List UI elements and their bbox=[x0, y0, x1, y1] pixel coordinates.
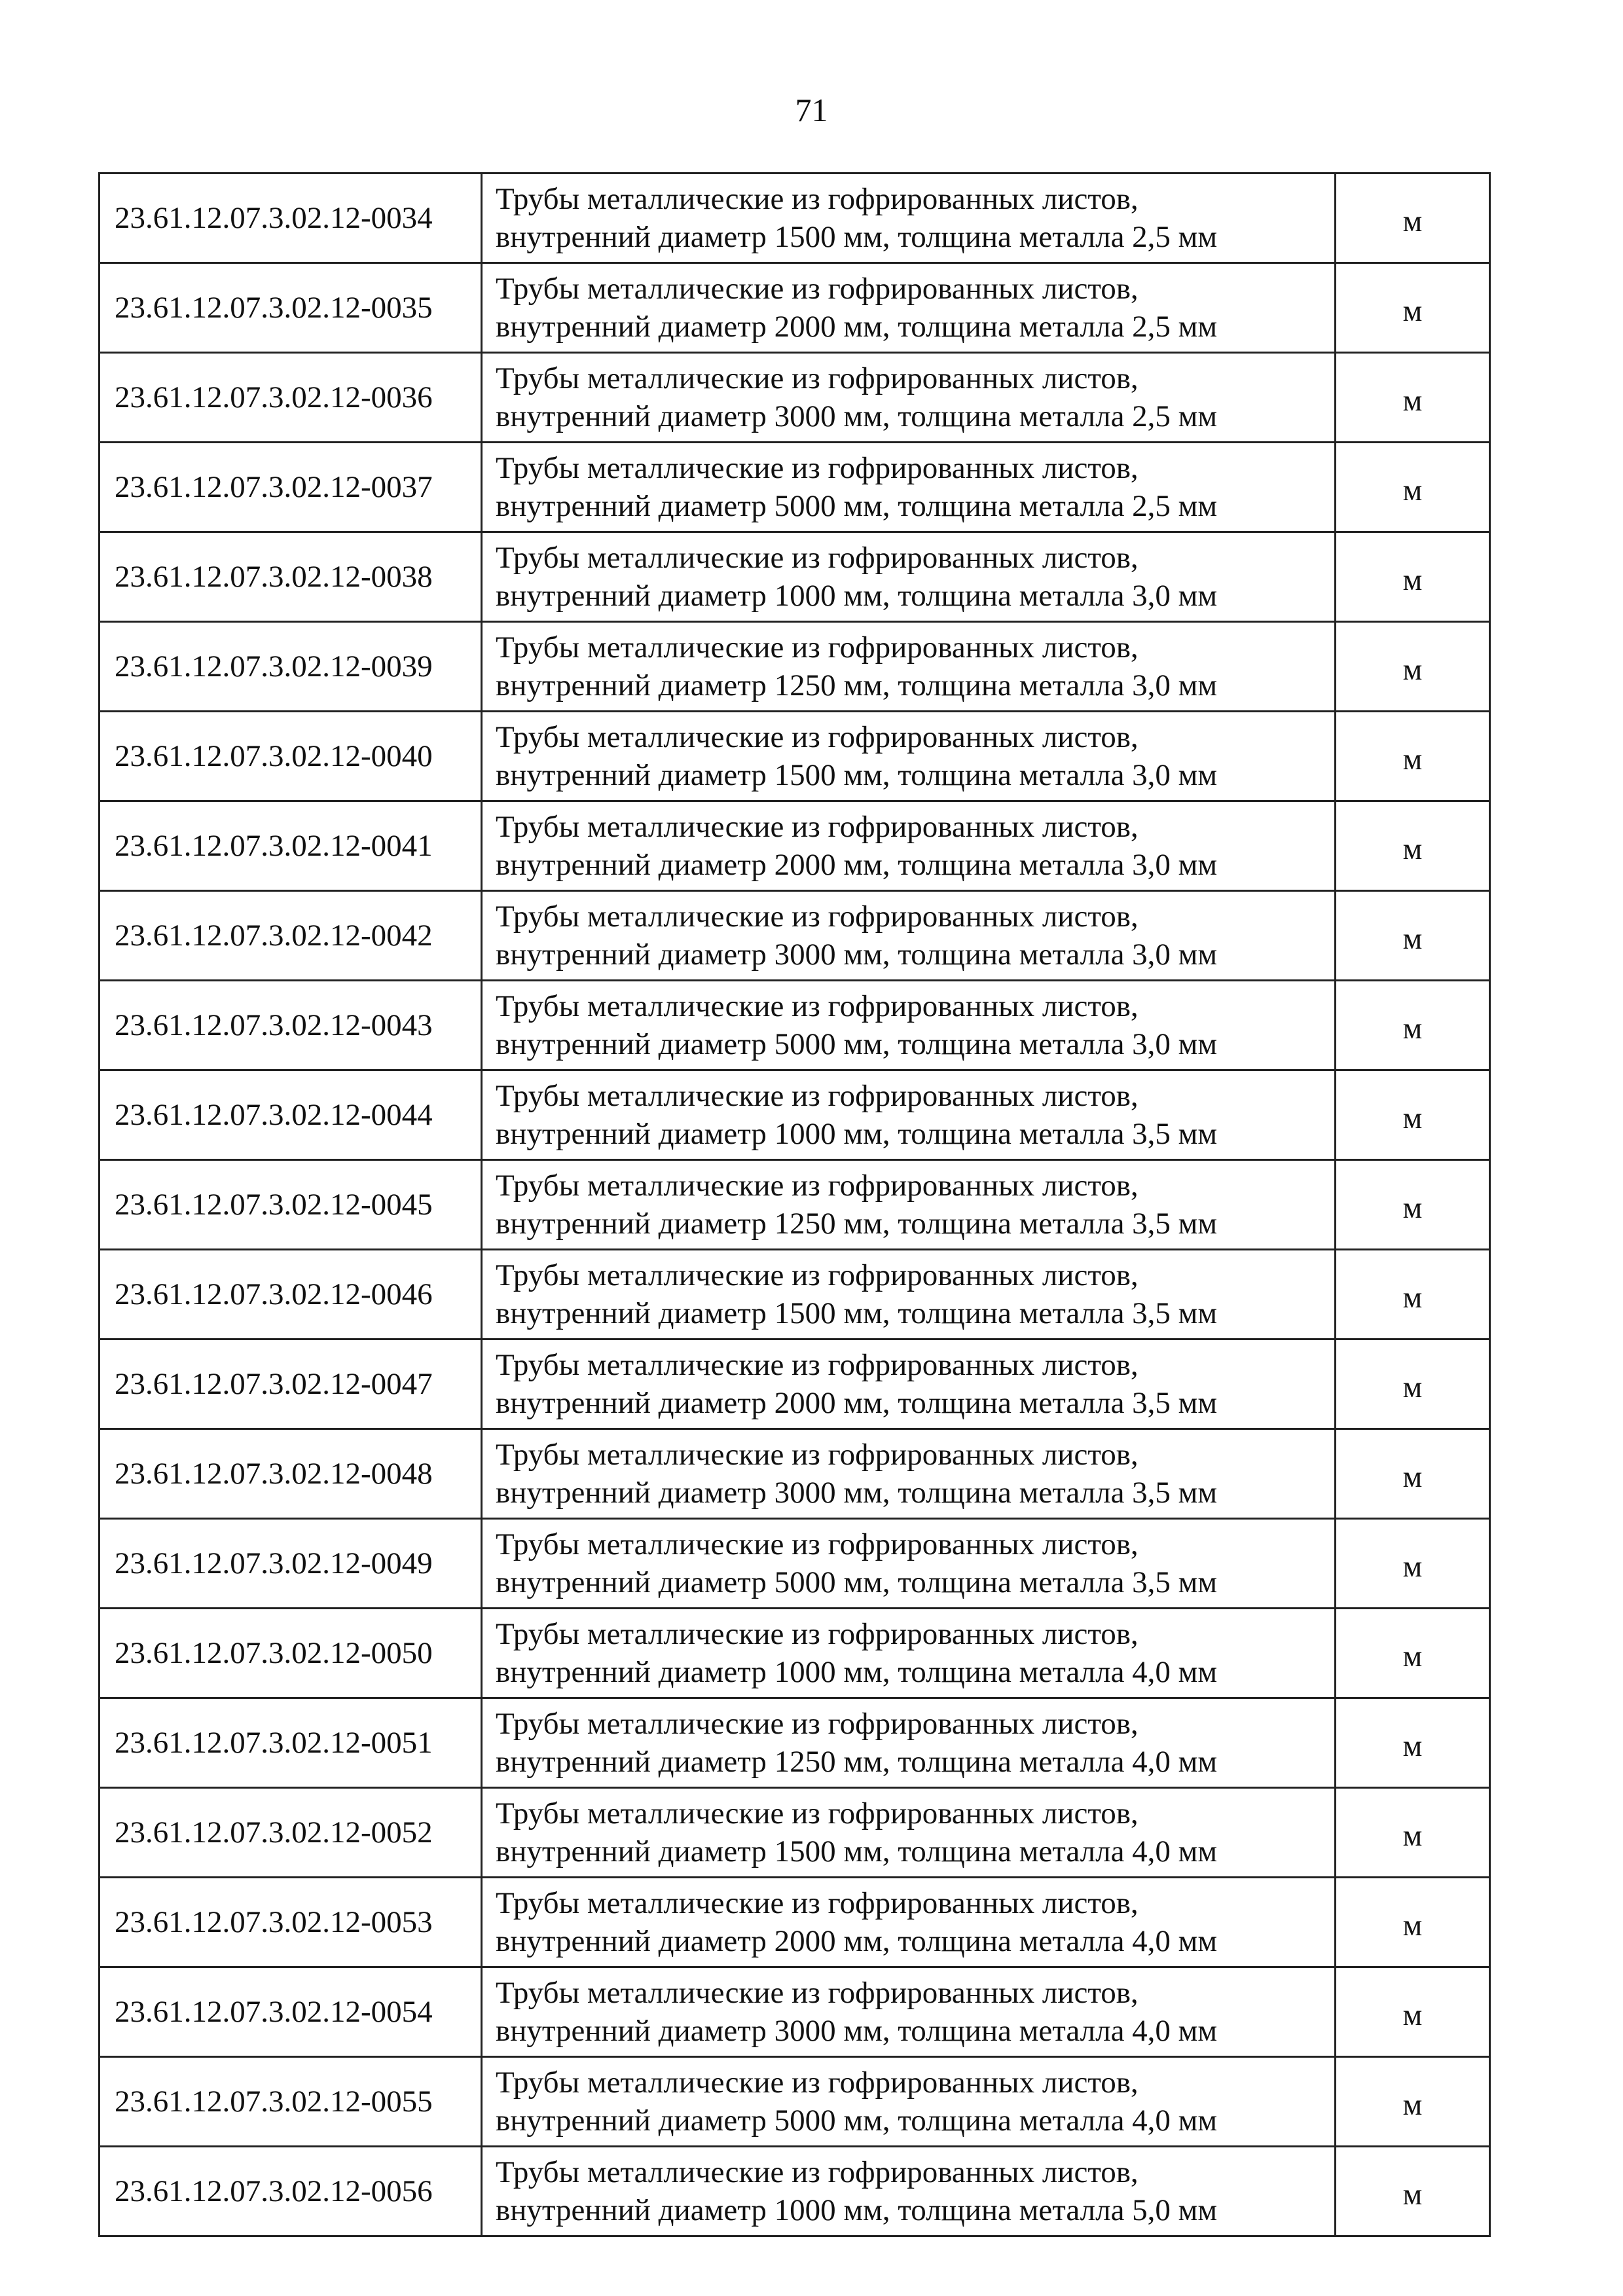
resource-name-line2: внутренний диаметр 5000 мм, толщина металла 2,5 мм bbox=[496, 489, 1218, 523]
unit-of-measure: м bbox=[1336, 1070, 1490, 1160]
table-row bbox=[100, 1609, 1490, 1698]
resource-name-line2: внутренний диаметр 5000 мм, толщина металла 3,0 мм bbox=[496, 1027, 1218, 1061]
resource-code: 23.61.12.07.3.02.12-0036 bbox=[100, 353, 482, 443]
resource-name bbox=[482, 801, 1336, 891]
resource-name-line2: внутренний диаметр 1500 мм, толщина металла 3,5 мм bbox=[496, 1296, 1218, 1330]
unit-of-measure: м bbox=[1336, 353, 1490, 443]
unit-of-measure: м bbox=[1336, 443, 1490, 532]
resource-name bbox=[482, 443, 1336, 532]
resource-name-line1: Трубы металлические из гофрированных листов, bbox=[496, 272, 1139, 306]
resource-name-line2: внутренний диаметр 3000 мм, толщина металла 2,5 мм bbox=[496, 399, 1218, 433]
resource-code: 23.61.12.07.3.02.12-0037 bbox=[100, 443, 482, 532]
resource-code: 23.61.12.07.3.02.12-0050 bbox=[100, 1609, 482, 1698]
resource-name-line2: внутренний диаметр 3000 мм, толщина металла 3,5 мм bbox=[496, 1476, 1218, 1510]
unit-of-measure: м bbox=[1336, 981, 1490, 1070]
resource-name bbox=[482, 622, 1336, 712]
resource-name bbox=[482, 712, 1336, 801]
resource-name-line1: Трубы металлические из гофрированных листов, bbox=[496, 630, 1139, 665]
resource-name-line1: Трубы металлические из гофрированных листов, bbox=[496, 1438, 1139, 1472]
table-row bbox=[100, 1250, 1490, 1339]
resource-name bbox=[482, 1698, 1336, 1788]
resource-code: 23.61.12.07.3.02.12-0044 bbox=[100, 1070, 482, 1160]
resource-name-line1: Трубы металлические из гофрированных листов, bbox=[496, 2155, 1139, 2189]
resource-name-line1: Трубы металлические из гофрированных листов, bbox=[496, 1527, 1139, 1561]
resource-name bbox=[482, 532, 1336, 622]
resource-name-line2: внутренний диаметр 5000 мм, толщина металла 4,0 мм bbox=[496, 2104, 1218, 2138]
resource-name-line2: внутренний диаметр 2000 мм, толщина металла 2,5 мм bbox=[496, 310, 1218, 344]
resource-name-line1: Трубы металлические из гофрированных листов, bbox=[496, 1707, 1139, 1741]
resource-name bbox=[482, 1967, 1336, 2057]
page-number: 71 bbox=[795, 92, 828, 128]
unit-of-measure: м bbox=[1336, 1698, 1490, 1788]
resource-name bbox=[482, 1788, 1336, 1878]
resource-name-line1: Трубы металлические из гофрированных листов, bbox=[496, 361, 1139, 395]
resource-name-line1: Трубы металлические из гофрированных листов, bbox=[496, 720, 1139, 754]
unit-of-measure: м bbox=[1336, 622, 1490, 712]
resource-name-line1: Трубы металлические из гофрированных листов, bbox=[496, 1079, 1139, 1113]
table-row bbox=[100, 1339, 1490, 1429]
table-row bbox=[100, 981, 1490, 1070]
resource-name-line1: Трубы металлические из гофрированных листов, bbox=[496, 810, 1139, 844]
resource-name bbox=[482, 2057, 1336, 2147]
resource-code: 23.61.12.07.3.02.12-0047 bbox=[100, 1339, 482, 1429]
unit-of-measure: м bbox=[1336, 801, 1490, 891]
resource-code: 23.61.12.07.3.02.12-0045 bbox=[100, 1160, 482, 1250]
unit-of-measure: м bbox=[1336, 1967, 1490, 2057]
resource-code: 23.61.12.07.3.02.12-0035 bbox=[100, 263, 482, 353]
table-row bbox=[100, 801, 1490, 891]
resource-name bbox=[482, 263, 1336, 353]
resource-name bbox=[482, 1160, 1336, 1250]
table-row bbox=[100, 353, 1490, 443]
table-row bbox=[100, 1160, 1490, 1250]
unit-of-measure: м bbox=[1336, 712, 1490, 801]
resource-name-line2: внутренний диаметр 2000 мм, толщина металла 4,0 мм bbox=[496, 1924, 1218, 1958]
resource-name-line2: внутренний диаметр 1000 мм, толщина металла 5,0 мм bbox=[496, 2193, 1218, 2227]
table-row bbox=[100, 2057, 1490, 2147]
table-row bbox=[100, 263, 1490, 353]
resource-code: 23.61.12.07.3.02.12-0049 bbox=[100, 1519, 482, 1609]
resource-name-line1: Трубы металлические из гофрированных листов, bbox=[496, 989, 1139, 1023]
resource-name-line1: Трубы металлические из гофрированных листов, bbox=[496, 1169, 1139, 1203]
unit-of-measure: м bbox=[1336, 1339, 1490, 1429]
resource-name-line2: внутренний диаметр 3000 мм, толщина металла 4,0 мм bbox=[496, 2014, 1218, 2048]
resource-name-line2: внутренний диаметр 1500 мм, толщина металла 4,0 мм bbox=[496, 1834, 1218, 1868]
table-row bbox=[100, 1788, 1490, 1878]
unit-of-measure: м bbox=[1336, 532, 1490, 622]
table-row bbox=[100, 1519, 1490, 1609]
unit-of-measure: м bbox=[1336, 1609, 1490, 1698]
unit-of-measure: м bbox=[1336, 2057, 1490, 2147]
resource-name-line2: внутренний диаметр 1000 мм, толщина металла 4,0 мм bbox=[496, 1655, 1218, 1689]
table-row bbox=[100, 622, 1490, 712]
table-body bbox=[100, 173, 1490, 2236]
resource-name-line2: внутренний диаметр 1250 мм, толщина металла 3,5 мм bbox=[496, 1207, 1218, 1241]
resource-code: 23.61.12.07.3.02.12-0055 bbox=[100, 2057, 482, 2147]
resource-name-line2: внутренний диаметр 3000 мм, толщина металла 3,0 мм bbox=[496, 938, 1218, 972]
unit-of-measure: м bbox=[1336, 1878, 1490, 1967]
resource-name-line2: внутренний диаметр 1500 мм, толщина металла 3,0 мм bbox=[496, 758, 1218, 792]
resource-name-line1: Трубы металлические из гофрированных листов, bbox=[496, 1886, 1139, 1920]
resource-code: 23.61.12.07.3.02.12-0038 bbox=[100, 532, 482, 622]
resource-name-line1: Трубы металлические из гофрированных листов, bbox=[496, 1617, 1139, 1651]
resource-name-line1: Трубы металлические из гофрированных листов, bbox=[496, 2066, 1139, 2100]
resource-code: 23.61.12.07.3.02.12-0051 bbox=[100, 1698, 482, 1788]
resource-name bbox=[482, 1070, 1336, 1160]
table-row bbox=[100, 2147, 1490, 2236]
resource-name bbox=[482, 1339, 1336, 1429]
resource-name bbox=[482, 173, 1336, 263]
resource-name-line2: внутренний диаметр 5000 мм, толщина металла 3,5 мм bbox=[496, 1565, 1218, 1599]
resource-code: 23.61.12.07.3.02.12-0034 bbox=[100, 173, 482, 263]
resource-code: 23.61.12.07.3.02.12-0040 bbox=[100, 712, 482, 801]
unit-of-measure: м bbox=[1336, 891, 1490, 981]
unit-of-measure: м bbox=[1336, 1429, 1490, 1519]
resource-name-line2: внутренний диаметр 2000 мм, толщина металла 3,5 мм bbox=[496, 1386, 1218, 1420]
resource-code: 23.61.12.07.3.02.12-0039 bbox=[100, 622, 482, 712]
resource-code: 23.61.12.07.3.02.12-0048 bbox=[100, 1429, 482, 1519]
resource-name bbox=[482, 1878, 1336, 1967]
resource-name bbox=[482, 2147, 1336, 2236]
table-row bbox=[100, 1967, 1490, 2057]
resource-name-line2: внутренний диаметр 1000 мм, толщина металла 3,5 мм bbox=[496, 1117, 1218, 1151]
resource-name-line2: внутренний диаметр 2000 мм, толщина металла 3,0 мм bbox=[496, 848, 1218, 882]
unit-of-measure: м bbox=[1336, 2147, 1490, 2236]
resource-name-line1: Трубы металлические из гофрированных листов, bbox=[496, 1258, 1139, 1292]
resource-name bbox=[482, 1609, 1336, 1698]
resource-name bbox=[482, 353, 1336, 443]
table-row bbox=[100, 891, 1490, 981]
resource-code: 23.61.12.07.3.02.12-0052 bbox=[100, 1788, 482, 1878]
resource-name-line2: внутренний диаметр 1500 мм, толщина металла 2,5 мм bbox=[496, 220, 1218, 254]
resource-name bbox=[482, 1519, 1336, 1609]
resource-code: 23.61.12.07.3.02.12-0046 bbox=[100, 1250, 482, 1339]
unit-of-measure: м bbox=[1336, 1519, 1490, 1609]
resource-name-line2: внутренний диаметр 1000 мм, толщина металла 3,0 мм bbox=[496, 579, 1218, 613]
unit-of-measure: м bbox=[1336, 173, 1490, 263]
resource-name-line1: Трубы металлические из гофрированных листов, bbox=[496, 451, 1139, 485]
table-row bbox=[100, 1070, 1490, 1160]
table-row bbox=[100, 443, 1490, 532]
unit-of-measure: м bbox=[1336, 1160, 1490, 1250]
unit-of-measure: м bbox=[1336, 263, 1490, 353]
resource-name bbox=[482, 981, 1336, 1070]
resource-code: 23.61.12.07.3.02.12-0056 bbox=[100, 2147, 482, 2236]
resource-code: 23.61.12.07.3.02.12-0042 bbox=[100, 891, 482, 981]
resource-name bbox=[482, 1250, 1336, 1339]
table-row bbox=[100, 1429, 1490, 1519]
table-row bbox=[100, 173, 1490, 263]
resource-name bbox=[482, 1429, 1336, 1519]
resource-code: 23.61.12.07.3.02.12-0054 bbox=[100, 1967, 482, 2057]
resource-name-line1: Трубы металлические из гофрированных листов, bbox=[496, 1348, 1139, 1382]
table-row bbox=[100, 712, 1490, 801]
resource-table bbox=[98, 172, 1491, 2237]
resource-name-line1: Трубы металлические из гофрированных листов, bbox=[496, 541, 1139, 575]
table-row bbox=[100, 1878, 1490, 1967]
resource-code: 23.61.12.07.3.02.12-0053 bbox=[100, 1878, 482, 1967]
unit-of-measure: м bbox=[1336, 1788, 1490, 1878]
resource-name-line1: Трубы металлические из гофрированных листов, bbox=[496, 900, 1139, 934]
table-row bbox=[100, 1698, 1490, 1788]
resource-name-line1: Трубы металлические из гофрированных листов, bbox=[496, 1796, 1139, 1831]
resource-name-line2: внутренний диаметр 1250 мм, толщина металла 4,0 мм bbox=[496, 1745, 1218, 1779]
resource-name-line2: внутренний диаметр 1250 мм, толщина металла 3,0 мм bbox=[496, 668, 1218, 702]
resource-name-line1: Трубы металлические из гофрированных листов, bbox=[496, 182, 1139, 216]
resource-code: 23.61.12.07.3.02.12-0043 bbox=[100, 981, 482, 1070]
resource-code: 23.61.12.07.3.02.12-0041 bbox=[100, 801, 482, 891]
table-row bbox=[100, 532, 1490, 622]
unit-of-measure: м bbox=[1336, 1250, 1490, 1339]
resource-name-line1: Трубы металлические из гофрированных листов, bbox=[496, 1976, 1139, 2010]
resource-name bbox=[482, 891, 1336, 981]
